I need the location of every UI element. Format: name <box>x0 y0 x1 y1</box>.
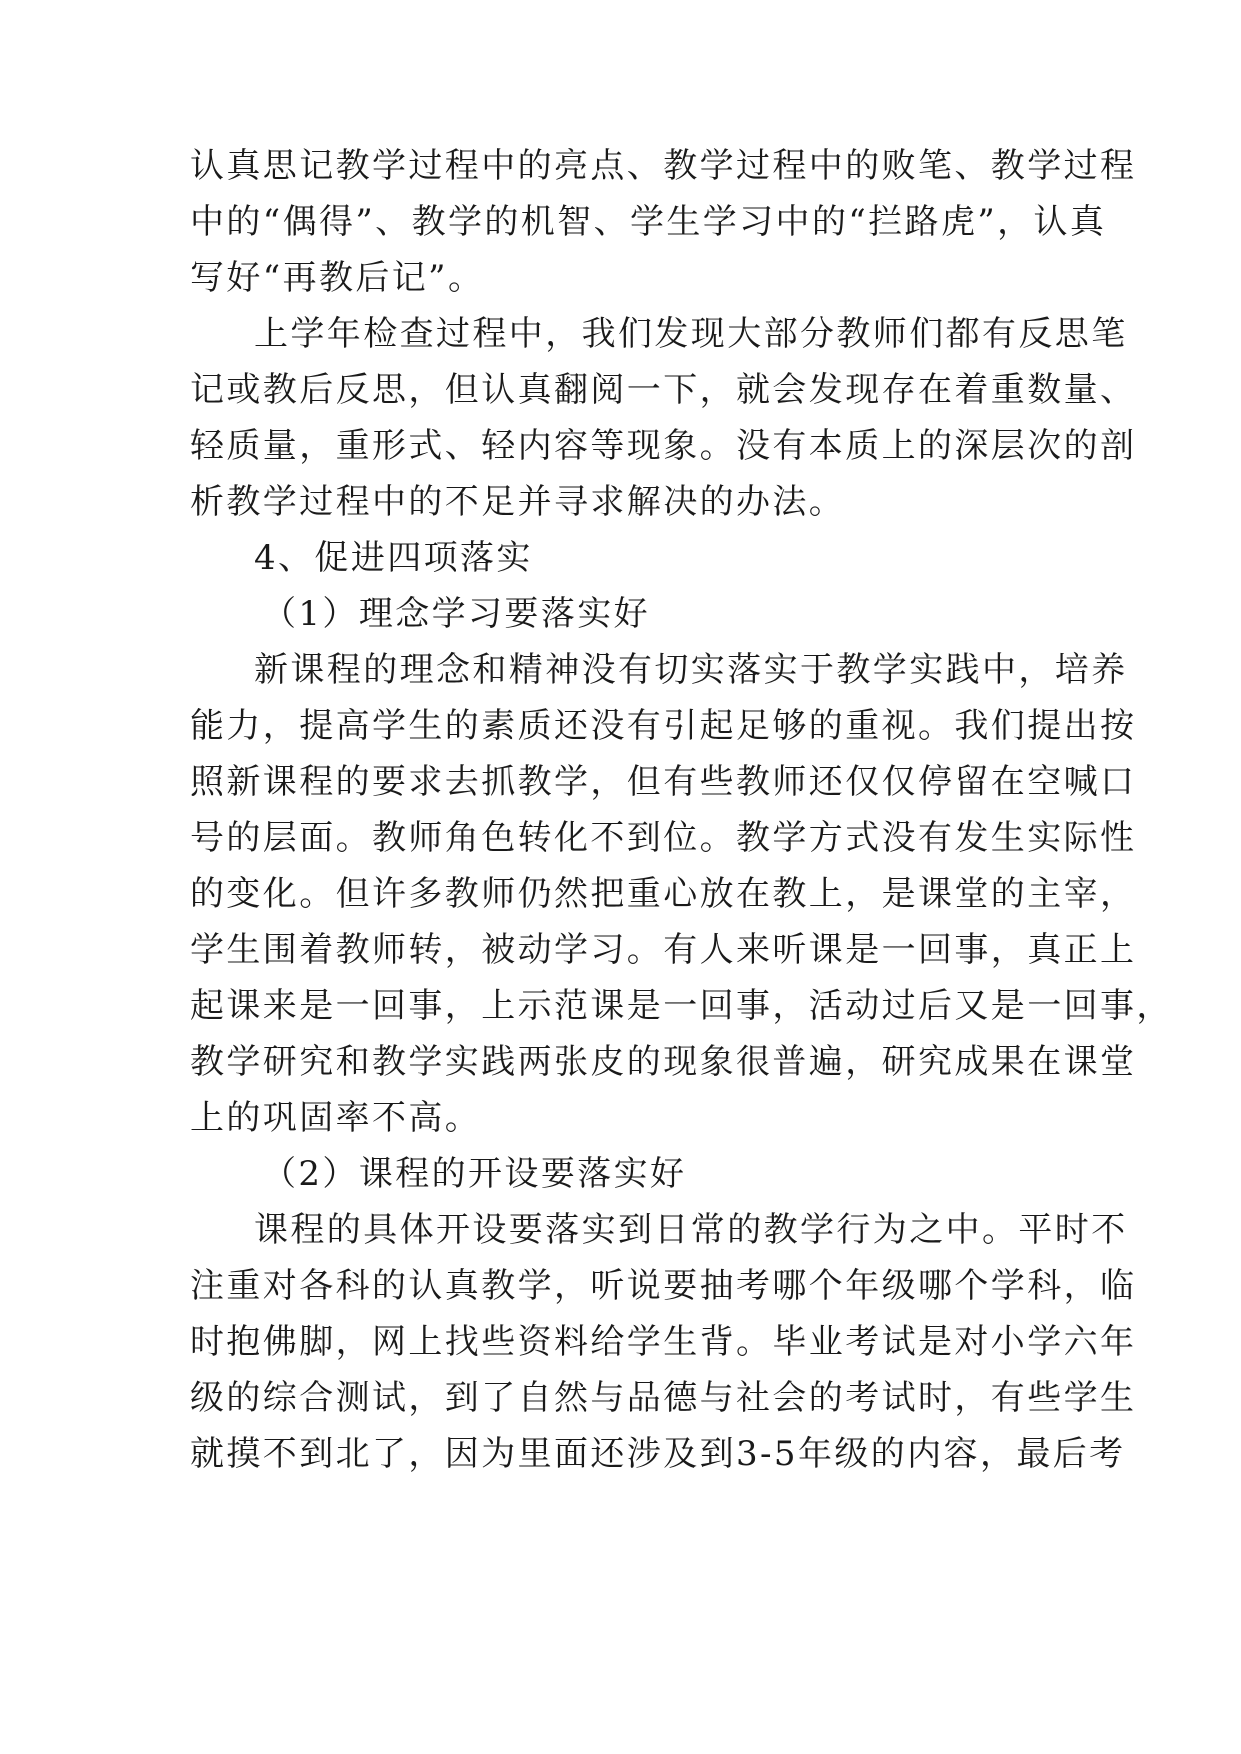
text-line: 析教学过程中的不足并寻求解决的办法。 <box>190 482 846 522</box>
text-line: 时抱佛脚，网上找些资料给学生背。毕业考试是对小学六年 <box>190 1322 1137 1362</box>
text-line: 就摸不到北了，因为里面还涉及到3-5年级的内容，最后考 <box>190 1434 1126 1474</box>
text-line: 注重对各科的认真教学，听说要抽考哪个年级哪个学科，临 <box>190 1266 1137 1306</box>
text-line: 照新课程的要求去抓教学，但有些教师还仅仅停留在空喊口 <box>190 762 1137 802</box>
subsection-heading: （2）课程的开设要落实好 <box>262 1154 687 1194</box>
text-line: 级的综合测试，到了自然与品德与社会的考试时，有些学生 <box>190 1378 1137 1418</box>
text-line: 的变化。但许多教师仍然把重心放在教上，是课堂的主宰， <box>190 874 1137 914</box>
text-line: 中的“偶得”、教学的机智、学生学习中的“拦路虎”，认真 <box>190 202 1107 242</box>
text-line: 认真思记教学过程中的亮点、教学过程中的败笔、教学过程 <box>190 146 1137 186</box>
text-line: 号的层面。教师角色转化不到位。教学方式没有发生实际性 <box>190 818 1137 858</box>
paragraph-start: 上学年检查过程中，我们发现大部分教师们都有反思笔 <box>254 314 1128 354</box>
text-line: 教学研究和教学实践两张皮的现象很普遍，研究成果在课堂 <box>190 1042 1137 1082</box>
text-line: 学生围着教师转，被动学习。有人来听课是一回事，真正上 <box>190 930 1137 970</box>
text-line: 能力，提高学生的素质还没有引起足够的重视。我们提出按 <box>190 706 1137 746</box>
paragraph-start: 新课程的理念和精神没有切实落实于教学实践中，培养 <box>254 650 1128 690</box>
subsection-heading: （1）理念学习要落实好 <box>262 594 651 634</box>
text-line: 轻质量，重形式、轻内容等现象。没有本质上的深层次的剖 <box>190 426 1137 466</box>
text-line: 起课来是一回事，上示范课是一回事，活动过后又是一回事， <box>190 986 1173 1026</box>
text-line: 写好“再教后记”。 <box>190 258 485 298</box>
text-line: 记或教后反思，但认真翻阅一下，就会发现存在着重数量、 <box>190 370 1137 410</box>
paragraph-start: 课程的具体开设要落实到日常的教学行为之中。平时不 <box>254 1210 1128 1250</box>
section-heading: 4、促进四项落实 <box>254 538 533 578</box>
text-line: 上的巩固率不高。 <box>190 1098 482 1138</box>
